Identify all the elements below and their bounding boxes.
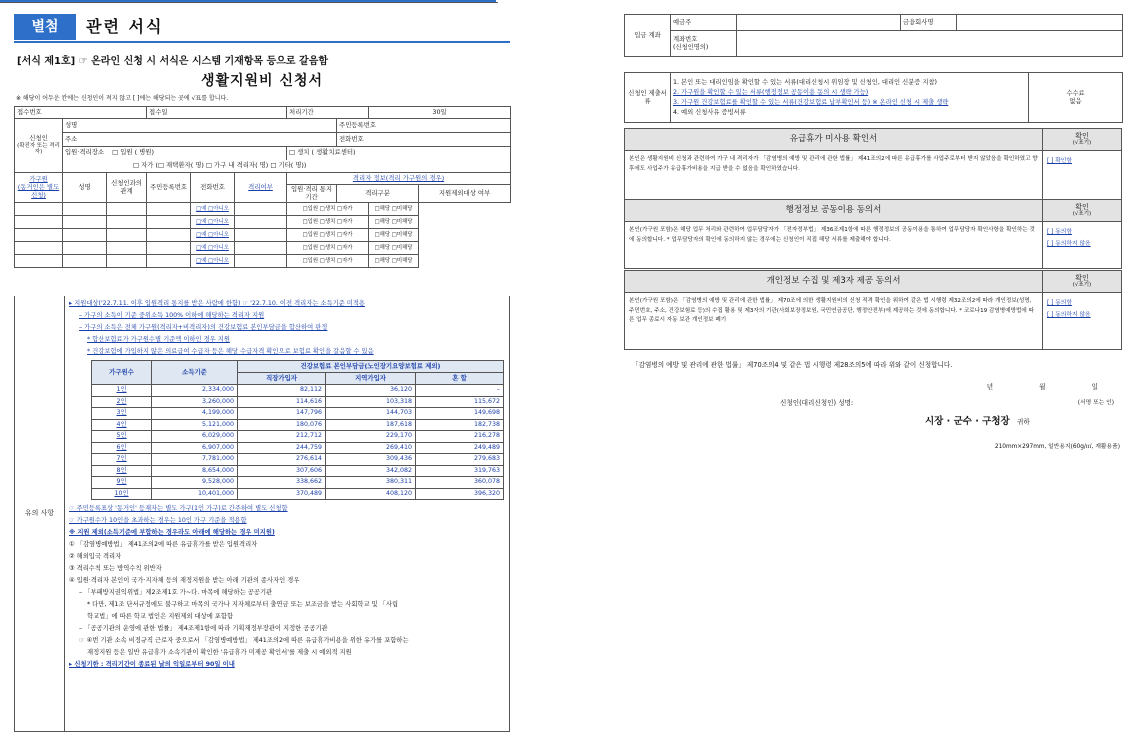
household-label-main: 가구원 [29, 175, 48, 184]
form-title: 생활지원비 신청서 [200, 73, 324, 89]
applicant-rrn-field[interactable]: 주민등록번호 [337, 119, 511, 133]
income-value-cell: 269,410 [326, 442, 416, 454]
household-phone-field[interactable] [147, 203, 191, 216]
household-period-field[interactable] [235, 255, 287, 268]
income-value-cell: 8,654,000 [152, 465, 238, 477]
income-value-cell: 82,112 [238, 385, 326, 397]
household-period-field[interactable] [235, 203, 287, 216]
household-row [15, 229, 511, 242]
section-title: 개인정보 수집 및 제3자 제공 동의서 [625, 271, 1043, 292]
section-title: 유급휴가 미사용 확인서 [625, 129, 1043, 150]
household-col-type: 격리구분 [337, 185, 419, 203]
income-value-cell: 408,120 [326, 488, 416, 500]
household-group-header: 격리자 정보(격리 가구원의 경우) [287, 173, 511, 185]
income-household-cell: 6인 [92, 442, 152, 454]
applicant-label-main: 신청인 [29, 134, 48, 143]
household-name-field[interactable] [15, 216, 63, 229]
household-phone-field[interactable] [147, 216, 191, 229]
income-col-employee: 직장가입자 [238, 373, 326, 385]
income-value-cell: 182,738 [416, 419, 504, 431]
income-value-cell: 319,763 [416, 465, 504, 477]
note-line: ▸ 신청기한 : 격리기간이 종료된 날의 익일로부터 90일 이내 [69, 661, 235, 668]
note-line: ☞ ④번 기관 소속 비정규직 근로자 중으로서 「감염병예방법」 제41조의2에 따른 유급휴가비용을 위한 유가를 포함하는 [79, 637, 409, 644]
deposit-table [624, 14, 1123, 57]
income-value-cell: 229,170 [326, 431, 416, 443]
deposit-bank-field[interactable] [737, 15, 901, 31]
income-household-cell: 2인 [92, 396, 152, 408]
income-household-cell: 8인 [92, 465, 152, 477]
household-col-relation: 신청인과의 관계 [107, 173, 147, 203]
income-value-cell: 244,759 [238, 442, 326, 454]
note-line: * 합산보험료가 가구원수별 기준액 이하인 경우 지원 [87, 336, 230, 343]
household-rrn-field[interactable] [107, 203, 147, 216]
household-period-field[interactable] [235, 216, 287, 229]
note-line: – 가구의 소득은 전체 가구원(격리자+비격리자)의 건강보험료 본인부담금을 합산하여 판정 [79, 324, 328, 331]
section-privacy [624, 270, 1122, 350]
note-line: ☞ 가구원수가 10인을 초과하는 경우는 10인 가구 기준을 적용함 [69, 517, 247, 524]
submit-doc: 1. 본인 또는 대리인임을 확인할 수 있는 서류(대리신청시 위임장 및 신청인, 대리인 신분증 지참) [673, 78, 938, 86]
income-row [92, 477, 504, 489]
income-row [92, 454, 504, 466]
place-option-center[interactable]: □ 생치 ( 생활치료센터) [287, 147, 511, 160]
form-reference: [서식 제1호] ☞ 온라인 신청 시 서식은 시스템 기재항목 등으로 갈음함 [17, 56, 329, 67]
note-line: 재정지원 등은 일반 유급휴가 소속기관이 확인한 '유급휴가 미제공 확인서'를 제출 시 예외적 지원 [87, 649, 352, 656]
household-rrn-field[interactable] [107, 216, 147, 229]
fee-cell [1029, 73, 1123, 123]
household-quarantine-check[interactable]: □예 □아니오 [191, 229, 235, 242]
signer-note: (서명 또는 인) [1077, 400, 1114, 406]
household-rrn-field[interactable] [107, 255, 147, 268]
deposit-account-sub: (신청인명의) [673, 43, 709, 51]
income-row [92, 419, 504, 431]
income-household-cell: 4인 [92, 419, 152, 431]
income-col-regional: 지역가입자 [326, 373, 416, 385]
household-excl-check[interactable]: □해당 □미해당 [369, 203, 419, 216]
recipient-suffix: 귀하 [1017, 418, 1030, 426]
household-name-field[interactable] [15, 203, 63, 216]
income-value-cell: 187,618 [326, 419, 416, 431]
income-household-cell: 3인 [92, 408, 152, 420]
section-text: 본인은 생활지원비 신청과 관련하여 가구 내 격리자가 「감염병의 예방 및 관리에 관한 법률」 제41조의2에 따른 유급휴가를 사업주로부터 받지 않았음을 확인하였고 향후에도 사업주가 유급휴가비용을 지급 받을 수 없음을 확인하였습니다. [625, 151, 1043, 199]
household-name-field[interactable] [15, 255, 63, 268]
place-option-hospital[interactable]: □ 입원 ( 병원) [112, 148, 154, 157]
income-value-cell: 3,260,000 [152, 396, 238, 408]
submit-doc: 3. 가구원 건강보험료를 확인할 수 있는 서류(건강보험료 납부확인서 등) ※ 온라인 신청 시 제출 생략 [673, 98, 949, 106]
agree-checkbox[interactable]: [ ] 동의함 [1047, 300, 1073, 306]
section-text: 본인(가구원 포함)은 해당 업무 처리와 관련하여 업무담당자가 「전자정부법」 제36조제1항에 따른 행정정보의 공동이용을 통하여 업무담당자 확인사항을 확인하는 것에 동의합니다. * 업무담당자의 확인에 동의하지 않는 경우에는 신청인이 직접 해당 서류를 제출해야 합니다. [625, 222, 1043, 268]
household-type-check[interactable]: □입원 □생치 □자가 [287, 229, 369, 242]
section-check-sub: (√표기) [1072, 282, 1092, 289]
application-table [14, 106, 511, 268]
quarantine-place-row [63, 147, 287, 160]
recipient-name: 시장 · 군수 · 구청장 [925, 416, 1010, 427]
recipient [925, 416, 1125, 427]
household-period-field[interactable] [235, 242, 287, 255]
household-quarantine-check[interactable]: □예 □아니오 [191, 242, 235, 255]
note-line: ④ 입원·격리자 본인이 국가·지자체 등의 재정지원을 받는 아래 기관의 종사자인 경우 [69, 577, 300, 584]
processing-period: 처리기간 [287, 107, 369, 119]
income-value-cell: 279,683 [416, 454, 504, 466]
household-relation-field[interactable] [63, 216, 107, 229]
quarantine-place-label: 입원·격리장소 [65, 148, 105, 157]
income-value-cell: 249,489 [416, 442, 504, 454]
income-value-cell: 212,712 [238, 431, 326, 443]
income-row [92, 408, 504, 420]
income-value-cell: 6,907,000 [152, 442, 238, 454]
income-row [92, 465, 504, 477]
household-rrn-field[interactable] [107, 229, 147, 242]
income-value-cell: 5,121,000 [152, 419, 238, 431]
section-check: 확인 [1075, 203, 1089, 211]
receipt-no: 접수번호 [15, 107, 147, 119]
note-line: 학교법」에 따른 학교 법인은 지원제외 대상에 포함함 [87, 613, 234, 620]
household-rrn-field[interactable] [107, 242, 147, 255]
note-line: ② 해외입국 격리자 [69, 553, 122, 560]
place-option-home[interactable]: □ 자가 (□ 재택환자( 명) □ 가구 내 격리자( 명) □ 기타( 명)) [63, 160, 511, 173]
agree-checkbox[interactable]: [ ] 동의함 [1047, 229, 1073, 235]
signer-line [780, 400, 1120, 408]
signer-label: 신청인(대리신청인) 성명: [780, 399, 854, 407]
notes-body [69, 298, 507, 671]
income-value-cell: 307,606 [238, 465, 326, 477]
deposit-label: 입금 계좌 [625, 15, 671, 57]
notes-section [14, 296, 510, 732]
household-relation-field[interactable] [63, 203, 107, 216]
income-value-cell: 276,614 [238, 454, 326, 466]
fee-label: 수수료 [1066, 89, 1085, 97]
date-line: 년 월 일 [986, 383, 1120, 391]
household-excl-check[interactable]: □해당 □미해당 [369, 229, 419, 242]
household-col-quarantine: 격리여부 [235, 173, 287, 203]
income-value-cell: 216,278 [416, 431, 504, 443]
submit-doc: 2. 가구원을 확인할 수 있는 서류(행정정보 공동이용 동의 시 생략 가능) [673, 88, 869, 96]
household-quarantine-check[interactable]: □예 □아니오 [191, 216, 235, 229]
note-line: ① 「감염병예방법」 제41조의2에 따른 유급휴가를 받은 입원격리자 [69, 541, 258, 548]
income-value-cell: 180,076 [238, 419, 326, 431]
income-household-cell: 9인 [92, 477, 152, 489]
form-hint: ※ 해당이 어두운 칸에는 신청인이 적지 않고 [ ]에는 해당되는 곳에 √표를 합니다. [16, 95, 229, 102]
income-row [92, 385, 504, 397]
household-row [15, 216, 511, 229]
income-value-cell: 6,029,000 [152, 431, 238, 443]
applicant-label [15, 119, 63, 173]
fee-value: 없음 [1069, 97, 1082, 105]
household-period-field[interactable] [235, 229, 287, 242]
paper-spec: 210mm×297mm, 일반용지(60g/㎡, 재활용품) [994, 444, 1120, 450]
income-value-cell: 396,320 [416, 488, 504, 500]
deposit-account-label [671, 31, 737, 57]
income-value-cell: 115,672 [416, 396, 504, 408]
household-relation-field[interactable] [63, 242, 107, 255]
income-value-cell: 309,436 [326, 454, 416, 466]
income-row [92, 442, 504, 454]
processing-period-value: 30일 [369, 107, 511, 119]
household-type-check[interactable]: □입원 □생치 □자가 [287, 203, 369, 216]
household-quarantine-check[interactable]: □예 □아니오 [191, 203, 235, 216]
note-line: ※ 지원 제외(소득기준에 부합하는 경우라도 아래에 해당하는 경우 미지원) [69, 529, 275, 536]
household-col-rrn: 주민등록번호 [147, 173, 191, 203]
note-line: ▸ 지원대상('22.7.11. 이후 입원격리 통지를 받은 사람에 한함) ☞ '22.7.10. 이전 격리자는 소득기준 미적용 [69, 300, 366, 307]
household-excl-check[interactable]: □해당 □미해당 [369, 242, 419, 255]
household-row [15, 242, 511, 255]
section-admin-info [624, 199, 1122, 269]
note-line: ☞ 주민등록표상 '동거인' 등재자는 별도 가구(1인 가구)로 간주하여 별도 신청함 [69, 505, 288, 512]
household-excl-check[interactable]: □해당 □미해당 [369, 216, 419, 229]
applicant-phone-field[interactable]: 전화번호 [337, 133, 511, 147]
household-label [15, 173, 63, 203]
income-col-household: 가구원수 [92, 361, 152, 385]
income-value-cell: 9,528,000 [152, 477, 238, 489]
income-value-cell: 144,703 [326, 408, 416, 420]
section-title: 행정정보 공동이용 동의서 [625, 200, 1043, 221]
note-line: – 가구의 소득이 기준 중위소득 100% 이하에 해당하는 격리자 지원 [79, 312, 265, 319]
section-check: 확인 [1075, 274, 1089, 282]
submit-doc: 4. 예외 신청사유 증빙서류 [673, 108, 746, 116]
household-label-sub: (동거인은 별도 신청) [17, 182, 60, 199]
header-divider [14, 41, 510, 43]
income-value-cell: 7,781,000 [152, 454, 238, 466]
declaration: 「감염병의 예방 및 관리에 관한 법률」 제70조의4 및 같은 법 시행령 제28조의5에 따라 위와 같이 신청합니다. [632, 361, 953, 369]
household-name-field[interactable] [15, 229, 63, 242]
income-col-mixed: 혼 합 [416, 373, 504, 385]
household-relation-field[interactable] [63, 255, 107, 268]
deposit-bank-label: 예금주 [671, 15, 737, 31]
note-line: * 다만, 제1조 단서규정에도 불구하고 마목의 국가나 지자체로부터 출연금 또는 보조금을 받는 사회학교 및 「사립 [87, 601, 399, 608]
income-value-cell: 370,489 [238, 488, 326, 500]
income-household-cell: 1인 [92, 385, 152, 397]
deposit-holder-field[interactable] [957, 15, 1123, 31]
household-phone-field[interactable] [147, 242, 191, 255]
disagree-checkbox[interactable]: [ ] 동의하지 않음 [1047, 241, 1091, 247]
applicant-label-sub: (확진자 또는 격리자) [17, 142, 60, 156]
income-col-premium: 건강보험료 본인부담금(노인장기요양보험료 제외) [238, 361, 504, 373]
receipt-date: 접수일 [147, 107, 287, 119]
submit-docs-table [624, 72, 1123, 123]
note-line: * 건강보험에 가입하지 않은 의료급여 수급자 등은 해당 수급자격 확인으로 보험료 확인을 갈음할 수 있음 [87, 348, 374, 355]
note-line: – 「부패방지권익위법」제2조제1호 가~다. 마목에 해당하는 공공기관 [79, 589, 273, 596]
income-value-cell: 36,120 [326, 385, 416, 397]
household-type-check[interactable]: □입원 □생치 □자가 [287, 242, 369, 255]
household-col-excl: 지원제외대상 여부 [419, 185, 511, 203]
income-household-cell: 5인 [92, 431, 152, 443]
income-value-cell: 338,662 [238, 477, 326, 489]
household-excl-check[interactable]: □해당 □미해당 [369, 255, 419, 268]
applicant-name-field[interactable]: 성명 [63, 119, 337, 133]
section-header [14, 14, 514, 40]
income-row [92, 431, 504, 443]
confirm-checkbox[interactable]: [ ] 확인함 [1047, 158, 1073, 164]
income-table [91, 360, 504, 500]
income-household-cell: 10인 [92, 488, 152, 500]
household-quarantine-check[interactable]: □예 □아니오 [191, 255, 235, 268]
section-title: 관련 서식 [86, 17, 164, 36]
section-check-sub: (√표기) [1072, 140, 1092, 147]
household-phone-field[interactable] [147, 255, 191, 268]
income-value-cell: 2,334,000 [152, 385, 238, 397]
income-value-cell: 4,199,000 [152, 408, 238, 420]
income-value-cell: 342,082 [326, 465, 416, 477]
deposit-holder-label: 금융회사명 [901, 15, 957, 31]
submit-docs-list [671, 73, 1029, 123]
household-phone-field[interactable] [147, 229, 191, 242]
household-type-check[interactable]: □입원 □생치 □자가 [287, 216, 369, 229]
deposit-account-field[interactable] [737, 31, 1123, 57]
household-type-check[interactable]: □입원 □생치 □자가 [287, 255, 369, 268]
income-row [92, 488, 504, 500]
household-relation-field[interactable] [63, 229, 107, 242]
notes-label: 유의 사항 [15, 296, 65, 731]
household-row [15, 203, 511, 216]
note-line: – 「공공기관의 운영에 관한 법률」 제4조제1항에 따라 기획재정부장관이 지정한 공공기관 [79, 625, 328, 632]
income-col-criteria: 소득기준 [152, 361, 238, 385]
household-row [15, 255, 511, 268]
submit-docs-label: 신청인 제출서류 [625, 73, 671, 123]
income-value-cell: 10,401,000 [152, 488, 238, 500]
household-col-period: 입원·격리 통지기간 [287, 185, 337, 203]
income-value-cell: 360,078 [416, 477, 504, 489]
section-paid-leave [624, 128, 1122, 200]
income-row [92, 396, 504, 408]
income-value-cell: 149,698 [416, 408, 504, 420]
applicant-address-field[interactable]: 주소 [63, 133, 337, 147]
income-value-cell: 380,311 [326, 477, 416, 489]
income-value-cell: 103,318 [326, 396, 416, 408]
deposit-account-main: 계좌번호 [673, 35, 698, 43]
section-text: 본인(가구원 포함)은 「감염병의 예방 및 관리에 관한 법률」 제70조에 의한 생활지원비의 신청 적격 확인을 위하여 같은 법 시행령 제32조의2에 따라 개인정보(성명, 주민번호, 주소, 건강보험료 등)의 수집 활용 및 제3자의 기관(사회보장정보원, 국민연금공단, 행정안전부)에 제공하는 것에 동의합니다. * 코로나19 감염병예방법에 따른 업무 종료시 자동 보관 개인정보 폐기 [625, 293, 1043, 349]
section-check: 확인 [1075, 132, 1089, 140]
appendix-badge: 별첨 [14, 14, 76, 40]
income-value-cell: 147,796 [238, 408, 326, 420]
income-household-cell: 7인 [92, 454, 152, 466]
disagree-checkbox[interactable]: [ ] 동의하지 않음 [1047, 312, 1091, 318]
income-value-cell: – [416, 385, 504, 397]
income-value-cell: 114,616 [238, 396, 326, 408]
note-line: ③ 격리수칙 또는 방역수칙 위반자 [69, 565, 162, 572]
household-col-phone: 전화번호 [191, 173, 235, 203]
section-check-sub: (√표기) [1072, 211, 1092, 218]
footer-divider [0, 2, 498, 3]
household-name-field[interactable] [15, 242, 63, 255]
household-col-name: 성명 [63, 173, 107, 203]
